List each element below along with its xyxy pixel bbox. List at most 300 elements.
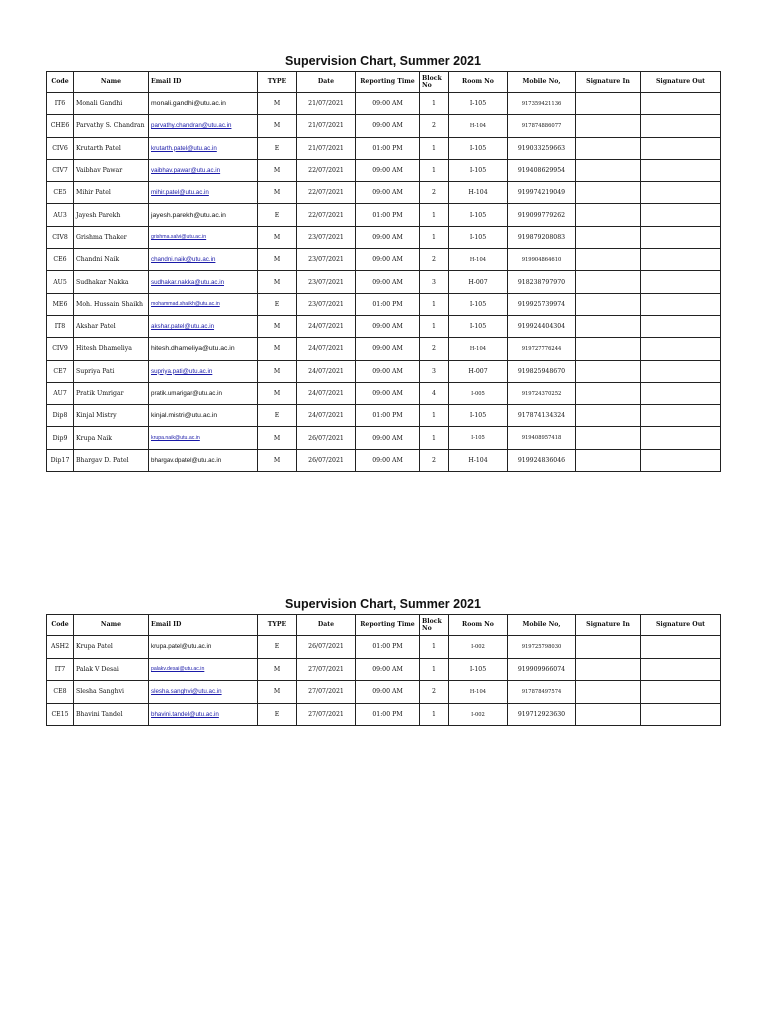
cell-mobile-text: 919725798030 — [521, 643, 562, 650]
cell-date-text: 22/07/2021 — [308, 189, 344, 197]
cell-reporting-time-text: 09:00 AM — [372, 665, 403, 673]
cell-code-text: CE15 — [51, 711, 69, 719]
cell-type-text: M — [273, 688, 281, 696]
cell-signature-out — [641, 137, 721, 159]
col-header-name: Name — [74, 615, 149, 636]
cell-signature-in — [576, 159, 641, 181]
col-header-reporting-time: Reporting Time — [356, 72, 420, 93]
cell-mobile-text: 919924404304 — [517, 323, 566, 331]
cell-type-text: M — [273, 665, 281, 673]
cell-type — [258, 681, 297, 704]
cell-name — [74, 293, 149, 315]
cell-name — [74, 249, 149, 271]
cell-block-no-text: 1 — [432, 144, 436, 152]
cell-block-no — [420, 658, 449, 681]
cell-reporting-time-text: 09:00 AM — [372, 256, 403, 264]
cell-email — [149, 249, 258, 271]
cell-date-text: 26/07/2021 — [308, 456, 344, 464]
cell-reporting-time-text: 01:00 PM — [372, 300, 403, 308]
cell-email-text: akshar.patel@utu.ac.in — [151, 323, 215, 331]
cell-signature-in — [576, 249, 641, 271]
cell-reporting-time-text: 09:00 AM — [372, 233, 403, 241]
cell-date-text: 22/07/2021 — [308, 167, 344, 175]
cell-reporting-time — [356, 293, 420, 315]
cell-mobile — [508, 93, 576, 115]
cell-reporting-time — [356, 703, 420, 726]
table-row — [47, 449, 721, 471]
cell-type-text: E — [274, 144, 280, 152]
cell-signature-out — [641, 449, 721, 471]
cell-type — [258, 405, 297, 427]
cell-name-text: Mihir Patel — [76, 189, 111, 197]
cell-email-text: pratik.umarigar@utu.ac.in — [151, 390, 222, 397]
cell-mobile — [508, 159, 576, 181]
cell-room-no — [449, 338, 508, 360]
cell-mobile-text: 919408629954 — [517, 167, 566, 175]
cell-code — [47, 293, 74, 315]
cell-signature-in — [576, 703, 641, 726]
cell-name-text: Akshar Patel — [76, 323, 116, 331]
chart-title: Supervision Chart, Summer 2021 — [285, 54, 481, 68]
cell-name-text: Krupa Naik — [76, 434, 113, 442]
cell-room-no-text: H-007 — [468, 367, 488, 375]
cell-room-no-text: I-002 — [471, 643, 485, 650]
cell-type-text: E — [274, 211, 280, 219]
cell-room-no — [449, 681, 508, 704]
cell-email-text: monali.gandhi@utu.ac.in — [151, 100, 226, 108]
cell-reporting-time — [356, 159, 420, 181]
cell-email — [149, 115, 258, 137]
cell-room-no — [449, 703, 508, 726]
cell-signature-out — [641, 636, 721, 659]
cell-reporting-time — [356, 427, 420, 449]
col-header-email: Email ID — [149, 615, 258, 636]
cell-email — [149, 159, 258, 181]
col-header-signature-in: Signature In — [576, 615, 641, 636]
cell-reporting-time — [356, 315, 420, 337]
cell-room-no-text: I-105 — [469, 167, 487, 175]
cell-name-text: Bhargav D. Patel — [76, 456, 129, 464]
cell-mobile — [508, 360, 576, 382]
cell-type-text: M — [273, 323, 281, 331]
cell-room-no — [449, 658, 508, 681]
cell-email-text: chandni.naik@utu.ac.in — [151, 256, 216, 264]
cell-email — [149, 226, 258, 248]
cell-email-text: hitesh.dhameliya@utu.ac.in — [151, 345, 235, 353]
cell-block-no-text: 2 — [432, 122, 436, 130]
cell-email-text: kinjal.mistri@utu.ac.in — [151, 412, 218, 420]
cell-date — [297, 204, 356, 226]
cell-code — [47, 681, 74, 704]
cell-signature-in — [576, 449, 641, 471]
cell-room-no — [449, 382, 508, 404]
cell-block-no-text: 1 — [432, 434, 436, 442]
cell-reporting-time-text: 01:00 PM — [372, 211, 403, 219]
cell-date — [297, 636, 356, 659]
cell-reporting-time — [356, 382, 420, 404]
cell-name — [74, 382, 149, 404]
cell-room-no — [449, 360, 508, 382]
cell-mobile-text: 918238797970 — [517, 278, 566, 286]
cell-date — [297, 427, 356, 449]
cell-email — [149, 382, 258, 404]
cell-signature-in — [576, 182, 641, 204]
cell-code-text: CIV6 — [52, 144, 68, 152]
cell-email — [149, 658, 258, 681]
cell-mobile-text: 917359421136 — [521, 100, 562, 107]
table-row — [47, 658, 721, 681]
cell-name-text: Hitesh Dhameliya — [76, 345, 132, 353]
cell-date-text: 23/07/2021 — [308, 300, 344, 308]
cell-mobile — [508, 293, 576, 315]
cell-date — [297, 658, 356, 681]
cell-room-no — [449, 159, 508, 181]
cell-room-no-text: I-105 — [469, 300, 487, 308]
cell-email — [149, 449, 258, 471]
cell-email-text: mohammad.shaikh@utu.ac.in — [151, 301, 220, 308]
cell-date — [297, 703, 356, 726]
cell-name-text: Moh. Hussain Shaikh — [76, 300, 143, 308]
cell-code — [47, 226, 74, 248]
cell-reporting-time-text: 09:00 AM — [372, 189, 403, 197]
cell-code-text: AU5 — [53, 278, 67, 286]
cell-type-text: E — [274, 643, 280, 651]
cell-signature-in — [576, 271, 641, 293]
cell-type — [258, 115, 297, 137]
cell-type-text: E — [274, 412, 280, 420]
cell-mobile-text: 919724370252 — [521, 390, 562, 397]
cell-email-text: bhavini.tandel@utu.ac.in — [151, 711, 219, 719]
cell-reporting-time-text: 09:00 AM — [372, 278, 403, 286]
cell-code-text: CE7 — [53, 367, 67, 375]
cell-signature-out — [641, 315, 721, 337]
cell-name — [74, 405, 149, 427]
cell-type-text: M — [273, 278, 281, 286]
col-header-code: Code — [47, 72, 74, 93]
col-header-reporting-time: Reporting Time — [356, 615, 420, 636]
cell-room-no — [449, 182, 508, 204]
cell-signature-out — [641, 382, 721, 404]
cell-date-text: 21/07/2021 — [308, 122, 344, 130]
cell-type-text: M — [273, 189, 281, 197]
table-body — [47, 636, 721, 726]
cell-date — [297, 137, 356, 159]
cell-reporting-time — [356, 449, 420, 471]
cell-date — [297, 159, 356, 181]
cell-reporting-time — [356, 405, 420, 427]
cell-code — [47, 427, 74, 449]
cell-name-text: Slesha Sanghvi — [76, 688, 125, 696]
cell-email — [149, 293, 258, 315]
cell-email-text: krupa.patel@utu.ac.in — [151, 643, 212, 651]
cell-signature-in — [576, 315, 641, 337]
cell-room-no-text: I-005 — [471, 390, 485, 397]
cell-room-no-text: I-002 — [471, 711, 485, 718]
cell-code-text: ME6 — [52, 300, 68, 308]
cell-signature-in — [576, 658, 641, 681]
cell-room-no-text: H-104 — [468, 456, 488, 464]
cell-code — [47, 159, 74, 181]
cell-email — [149, 137, 258, 159]
cell-signature-in — [576, 293, 641, 315]
cell-code-text: ASH2 — [50, 643, 70, 651]
cell-type — [258, 249, 297, 271]
table-row — [47, 159, 721, 181]
cell-name-text: Jayesh Parekh — [76, 211, 121, 219]
cell-name-text: Kinjal Mistry — [76, 412, 117, 420]
col-header-type: TYPE — [258, 72, 297, 93]
cell-signature-out — [641, 115, 721, 137]
cell-signature-out — [641, 204, 721, 226]
cell-type-text: M — [273, 167, 281, 175]
cell-type — [258, 226, 297, 248]
cell-mobile-text: 919825948670 — [517, 367, 566, 375]
supervision-chart-2 — [46, 595, 720, 726]
cell-date-text: 27/07/2021 — [308, 711, 344, 719]
cell-reporting-time — [356, 226, 420, 248]
cell-type-text: M — [273, 367, 281, 375]
cell-block-no-text: 1 — [432, 233, 436, 241]
cell-code-text: CIV9 — [52, 345, 68, 353]
cell-block-no-text: 1 — [432, 643, 436, 651]
cell-type-text: E — [274, 711, 280, 719]
cell-block-no — [420, 249, 449, 271]
cell-type — [258, 636, 297, 659]
cell-block-no — [420, 703, 449, 726]
cell-block-no-text: 3 — [432, 278, 436, 286]
cell-mobile-text: 919974219049 — [517, 189, 566, 197]
cell-block-no — [420, 293, 449, 315]
cell-mobile — [508, 315, 576, 337]
cell-mobile-text: 919925739974 — [517, 300, 566, 308]
cell-name — [74, 115, 149, 137]
cell-mobile-text: 919904864610 — [521, 256, 562, 263]
cell-code — [47, 315, 74, 337]
col-header-block-no: Block No — [420, 72, 449, 93]
cell-name — [74, 636, 149, 659]
col-header-room-no: Room No — [449, 615, 508, 636]
cell-date-text: 27/07/2021 — [308, 665, 344, 673]
cell-name-text: Vaibhav Pawar — [76, 167, 123, 175]
cell-block-no-text: 1 — [432, 412, 436, 420]
col-header-mobile: Mobile No, — [508, 72, 576, 93]
cell-reporting-time-text: 09:00 AM — [372, 434, 403, 442]
cell-date-text: 24/07/2021 — [308, 345, 344, 353]
table-row — [47, 427, 721, 449]
cell-email-text: grishma.salvi@utu.ac.in — [151, 234, 207, 241]
cell-date-text: 21/07/2021 — [308, 144, 344, 152]
cell-code — [47, 93, 74, 115]
cell-code-text: CIV8 — [52, 233, 68, 241]
cell-reporting-time — [356, 249, 420, 271]
cell-code-text: AU7 — [53, 390, 67, 397]
cell-email — [149, 315, 258, 337]
cell-reporting-time-text: 09:00 AM — [372, 390, 403, 397]
cell-type-text: E — [274, 300, 280, 308]
cell-mobile-text: 917878497574 — [521, 688, 562, 695]
table-row — [47, 293, 721, 315]
table-row — [47, 137, 721, 159]
cell-signature-out — [641, 427, 721, 449]
cell-signature-out — [641, 271, 721, 293]
cell-date — [297, 93, 356, 115]
cell-room-no — [449, 449, 508, 471]
cell-reporting-time-text: 09:00 AM — [372, 688, 403, 696]
cell-name-text: Parvathy S. Chandran — [76, 122, 145, 130]
cell-reporting-time — [356, 681, 420, 704]
cell-name-text: Bhavini Tandel — [76, 711, 123, 719]
cell-block-no — [420, 137, 449, 159]
cell-reporting-time-text: 09:00 AM — [372, 122, 403, 130]
cell-email — [149, 93, 258, 115]
cell-block-no — [420, 226, 449, 248]
cell-mobile-text: 919879208083 — [517, 233, 566, 241]
table-row — [47, 338, 721, 360]
table-row — [47, 360, 721, 382]
cell-mobile — [508, 427, 576, 449]
cell-name-text: Monali Gandhi — [76, 100, 123, 108]
cell-email-text: krutarth.patel@utu.ac.in — [151, 144, 217, 152]
cell-room-no-text: I-105 — [471, 435, 485, 442]
cell-room-no-text: H-007 — [468, 278, 488, 286]
cell-reporting-time — [356, 182, 420, 204]
cell-date-text: 27/07/2021 — [308, 688, 344, 696]
cell-block-no-text: 1 — [432, 211, 436, 219]
cell-signature-out — [641, 182, 721, 204]
cell-room-no — [449, 427, 508, 449]
cell-mobile — [508, 182, 576, 204]
cell-name — [74, 703, 149, 726]
cell-code — [47, 204, 74, 226]
cell-mobile-text: 917874134324 — [517, 412, 566, 420]
cell-code — [47, 338, 74, 360]
chart-title: Supervision Chart, Summer 2021 — [285, 597, 481, 611]
cell-signature-in — [576, 137, 641, 159]
col-header-code: Code — [47, 615, 74, 636]
cell-block-no-text: 4 — [432, 390, 436, 397]
cell-block-no — [420, 449, 449, 471]
cell-code-text: Dip8 — [52, 412, 68, 420]
cell-signature-out — [641, 159, 721, 181]
cell-name-text: Krutarth Patel — [76, 144, 121, 152]
cell-mobile — [508, 204, 576, 226]
cell-reporting-time-text: 09:00 AM — [372, 100, 403, 108]
cell-mobile-text: 919909966074 — [517, 665, 566, 673]
cell-email-text: jayesh.parekh@utu.ac.in — [151, 211, 226, 219]
cell-name — [74, 338, 149, 360]
cell-code-text: CE6 — [53, 256, 67, 264]
table-row — [47, 182, 721, 204]
table-row — [47, 405, 721, 427]
cell-code — [47, 115, 74, 137]
table-row — [47, 226, 721, 248]
col-header-date: Date — [297, 615, 356, 636]
cell-block-no — [420, 182, 449, 204]
cell-date — [297, 271, 356, 293]
cell-mobile — [508, 658, 576, 681]
cell-signature-out — [641, 703, 721, 726]
cell-name-text: Krupa Patel — [76, 643, 113, 651]
cell-email-text: parvathy.chandran@utu.ac.in — [151, 122, 232, 130]
cell-room-no-text: I-105 — [469, 323, 487, 331]
cell-reporting-time — [356, 115, 420, 137]
cell-block-no — [420, 204, 449, 226]
cell-block-no-text: 2 — [432, 256, 436, 264]
cell-name — [74, 159, 149, 181]
col-header-type: TYPE — [258, 615, 297, 636]
cell-code-text: IT6 — [54, 100, 66, 108]
col-header-signature-out: Signature Out — [641, 615, 721, 636]
cell-type — [258, 338, 297, 360]
cell-reporting-time-text: 09:00 AM — [372, 367, 403, 375]
supervision-chart-1 — [46, 52, 720, 472]
cell-code-text: CHE6 — [50, 122, 70, 130]
cell-signature-out — [641, 93, 721, 115]
cell-date-text: 22/07/2021 — [308, 211, 344, 219]
cell-mobile — [508, 338, 576, 360]
cell-block-no — [420, 382, 449, 404]
cell-type-text: M — [273, 122, 281, 130]
col-header-room-no: Room No — [449, 72, 508, 93]
cell-type-text: M — [273, 100, 281, 108]
cell-room-no — [449, 271, 508, 293]
cell-signature-in — [576, 681, 641, 704]
col-header-email: Email ID — [149, 72, 258, 93]
cell-block-no-text: 1 — [432, 665, 436, 673]
cell-email-text: palakv.desai@utu.ac.in — [151, 666, 205, 673]
cell-email-text: sudhakar.nakka@utu.ac.in — [151, 278, 225, 286]
cell-date — [297, 405, 356, 427]
cell-block-no-text: 2 — [432, 688, 436, 696]
cell-code-text: Dip9 — [52, 434, 68, 442]
cell-block-no — [420, 271, 449, 293]
cell-block-no-text: 2 — [432, 345, 436, 353]
cell-signature-in — [576, 93, 641, 115]
cell-room-no — [449, 293, 508, 315]
cell-email-text: bhargav.dpatel@utu.ac.in — [151, 456, 222, 464]
cell-name-text: Pratik Umrigar — [76, 390, 124, 397]
cell-signature-out — [641, 338, 721, 360]
cell-name — [74, 681, 149, 704]
cell-date — [297, 338, 356, 360]
cell-email-text: slesha.sanghvi@utu.ac.in — [151, 688, 222, 696]
cell-code — [47, 405, 74, 427]
cell-type — [258, 360, 297, 382]
cell-block-no — [420, 315, 449, 337]
cell-signature-in — [576, 360, 641, 382]
cell-room-no-text: I-105 — [469, 412, 487, 420]
col-header-signature-out: Signature Out — [641, 72, 721, 93]
table-row — [47, 382, 721, 404]
cell-name-text: Chandni Naik — [76, 256, 120, 264]
cell-reporting-time — [356, 658, 420, 681]
table-row — [47, 681, 721, 704]
cell-room-no — [449, 636, 508, 659]
cell-type — [258, 427, 297, 449]
cell-signature-out — [641, 405, 721, 427]
cell-mobile — [508, 226, 576, 248]
cell-block-no — [420, 93, 449, 115]
cell-mobile-text: 919408957418 — [521, 435, 562, 442]
cell-block-no — [420, 427, 449, 449]
cell-date-text: 23/07/2021 — [308, 278, 344, 286]
cell-name-text: Grishma Thaker — [76, 233, 127, 241]
cell-name — [74, 137, 149, 159]
cell-room-no-text: I-105 — [469, 211, 487, 219]
cell-reporting-time — [356, 93, 420, 115]
cell-email — [149, 338, 258, 360]
cell-type-text: M — [273, 434, 281, 442]
